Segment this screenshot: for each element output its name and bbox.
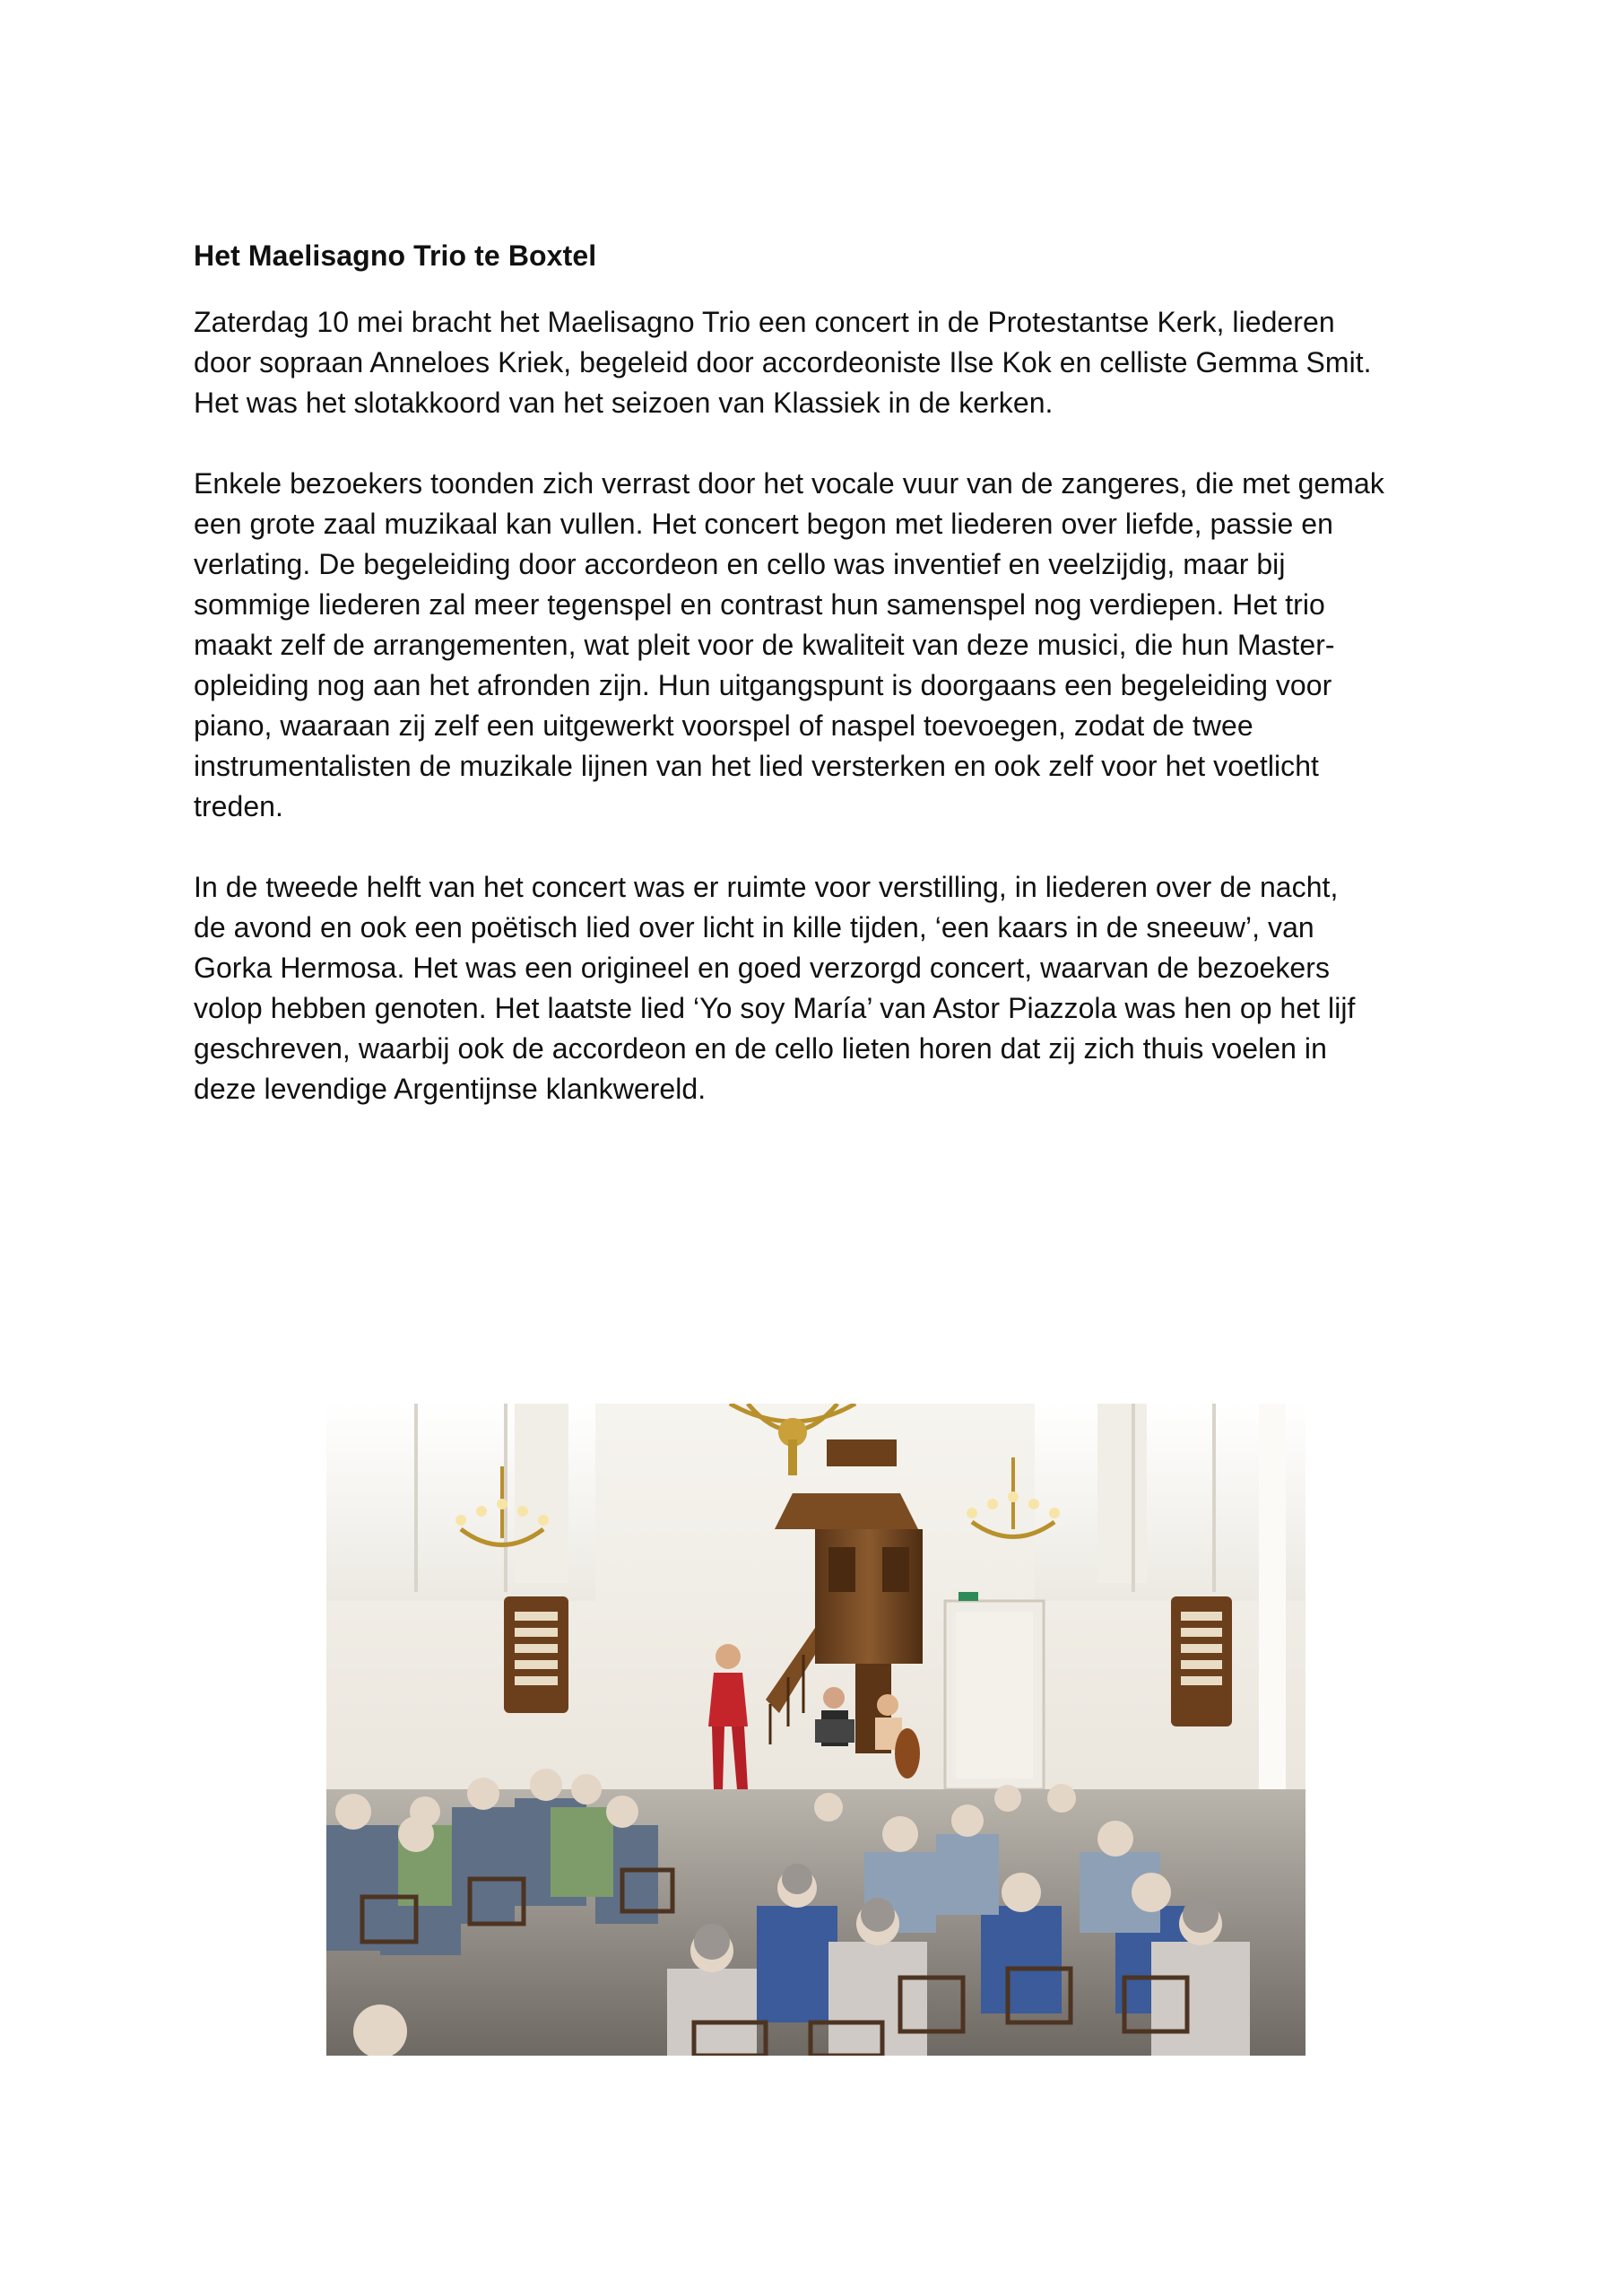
paragraph-line: opleiding nog aan het afronden zijn. Hun uitgangspunt is doorgaans een begeleiding voor	[194, 669, 1332, 701]
concert-photo	[326, 1404, 1305, 2056]
concert-photo-illustration	[326, 1404, 1305, 2056]
paragraph-line: volop hebben genoten. Het laatste lied ‘Yo soy María’ van Astor Piazzola was hen op het lijf	[194, 992, 1356, 1024]
paragraph-line: instrumentalisten de muzikale lijnen van het lied versterken en ook zelf voor het voetlicht	[194, 750, 1319, 782]
paragraph-line: Zaterdag 10 mei bracht het Maelisagno Trio een concert in de Protestantse Kerk, liederen	[194, 306, 1335, 338]
paragraph-line: In de tweede helft van het concert was er ruimte voor verstilling, in liederen over de nacht,	[194, 871, 1339, 903]
paragraph-line: deze levendige Argentijnse klankwereld.	[194, 1073, 707, 1105]
paragraph-line: treden.	[194, 790, 283, 822]
article-title: Het Maelisagno Trio te Boxtel	[194, 239, 597, 272]
paragraph-line: verlating. De begeleiding door accordeon en cello was inventief en veelzijdig, maar bij	[194, 548, 1286, 580]
paragraph-line: de avond en ook een poëtisch lied over licht in kille tijden, ‘een kaars in de sneeuw’, van	[194, 911, 1314, 944]
paragraph-line: Gorka Hermosa. Het was een origineel en goed verzorgd concert, waarvan de bezoekers	[194, 952, 1331, 984]
paragraph-1	[194, 302, 1449, 423]
paragraph-line: een grote zaal muzikaal kan vullen. Het concert begon met liederen over liefde, passie en	[194, 508, 1333, 540]
article	[194, 235, 1449, 1150]
paragraph-line: piano, waaraan zij zelf een uitgewerkt voorspel of naspel toevoegen, zodat de twee	[194, 709, 1253, 742]
paragraph-line: Enkele bezoekers toonden zich verrast door het vocale vuur van de zangeres, die met gemak	[194, 467, 1384, 500]
paragraph-line: door sopraan Anneloes Kriek, begeleid door accordeoniste Ilse Kok en celliste Gemma Smit.	[194, 346, 1372, 378]
paragraph-2	[194, 464, 1449, 827]
paragraph-line: sommige liederen zal meer tegenspel en contrast hun samenspel nog verdiepen. Het trio	[194, 588, 1325, 621]
paragraph-line: geschreven, waarbij ook de accordeon en de cello lieten horen dat zij zich thuis voelen in	[194, 1032, 1327, 1065]
paragraph-line: maakt zelf de arrangementen, wat pleit voor de kwaliteit van deze musici, die hun Master-	[194, 629, 1335, 661]
paragraph-3	[194, 867, 1449, 1109]
paragraph-line: Het was het slotakkoord van het seizoen van Klassiek in de kerken.	[194, 387, 1054, 419]
